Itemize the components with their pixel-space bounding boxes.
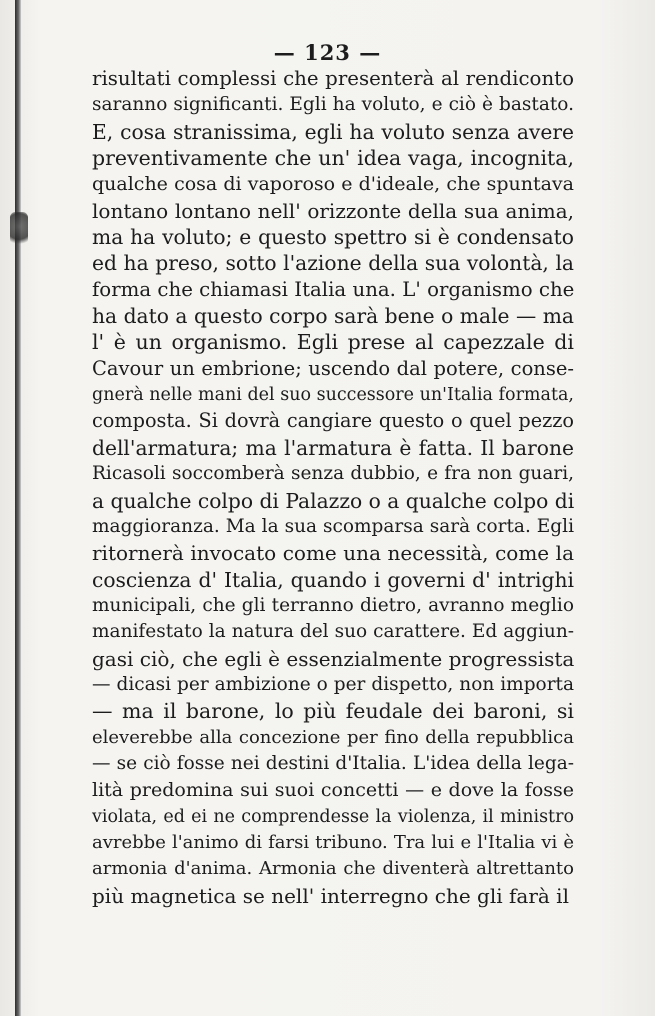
page-number: — 123 — [273,40,382,65]
text-line: municipali, che gli terranno dietro, avranno meglio [92,594,574,616]
text-line: coscienza d' Italia, quando i governi d' intrighi [92,567,574,592]
text-line: composta. Si dovrà cangiare questo o quel pezzo [92,409,574,433]
text-line: maggioranza. Ma la sua scomparsa sarà corta. Egli [92,515,574,537]
ink-blot-mark [10,212,28,248]
text-line: lità predomina sui suoi concetti — e dove la fosse [92,779,574,802]
text-line: armonia d'anima. Armonia che diventerà altrettanto [92,858,574,880]
text-line: gasi ciò, che egli è essenzialmente progressista [92,646,575,671]
text-line: l' è un organismo. Egli prese al capezzale di [92,330,574,355]
text-line: — ma il barone, lo più feudale dei baroni, si [92,699,574,724]
text-line: — se ciò fosse nei destini d'Italia. L'idea della lega- [92,752,574,774]
text-line: ma ha voluto; e questo spettro si è condensato [92,225,574,250]
text-line: a qualche colpo di Palazzo o a qualche colpo di [92,488,575,513]
text-line: Ricasoli soccomberà senza dubbio, e fra non guari, [92,463,574,485]
text-line: qualche cosa di vaporoso e d'ideale, che spuntava [92,173,574,196]
binding-edge [15,0,21,1016]
text-line: forma che chiamasi Italia una. L' organismo che [92,277,575,301]
text-line: ritornerà invocato come una necessità, come la [92,541,574,566]
text-line: violata, ed ei ne comprendesse la violenza, il ministro [92,806,574,827]
text-line: — dicasi per ambizione o per dispetto, non importa [92,673,574,695]
text-line: più magnetica se nell' interregno che gli farà il [92,883,569,908]
text-line: saranno significanti. Egli ha voluto, e ciò è bastato. [92,94,574,116]
text-line: avrebbe l'animo di farsi tribuno. Tra lui e l'Italia vi è [92,831,574,853]
text-line: gnerà nelle mani del suo successore un'Italia formata, [92,385,574,406]
text-line: risultati complessi che presenterà al rendiconto [92,67,574,90]
text-line: preventivamente che un' idea vaga, incognita, [92,146,574,171]
text-line: manifestato la natura del suo carattere. Ed aggiun- [92,621,574,643]
text-line: eleverebbe alla concezione per fino della repubblica [92,726,574,748]
text-line: dell'armatura; ma l'armatura è fatta. Il barone [92,435,574,460]
body-text [92,66,574,909]
text-line: E, cosa stranissima, egli ha voluto senza avere [92,119,574,144]
text-line: Cavour un embrione; uscendo dal potere, conse- [92,356,574,380]
text-line: ed ha preso, sotto l'azione della sua volontà, la [92,251,574,276]
text-line: ha dato a questo corpo sarà bene o male — ma [92,304,574,329]
text-line: lontano lontano nell' orizzonte della sua anima, [92,198,574,223]
